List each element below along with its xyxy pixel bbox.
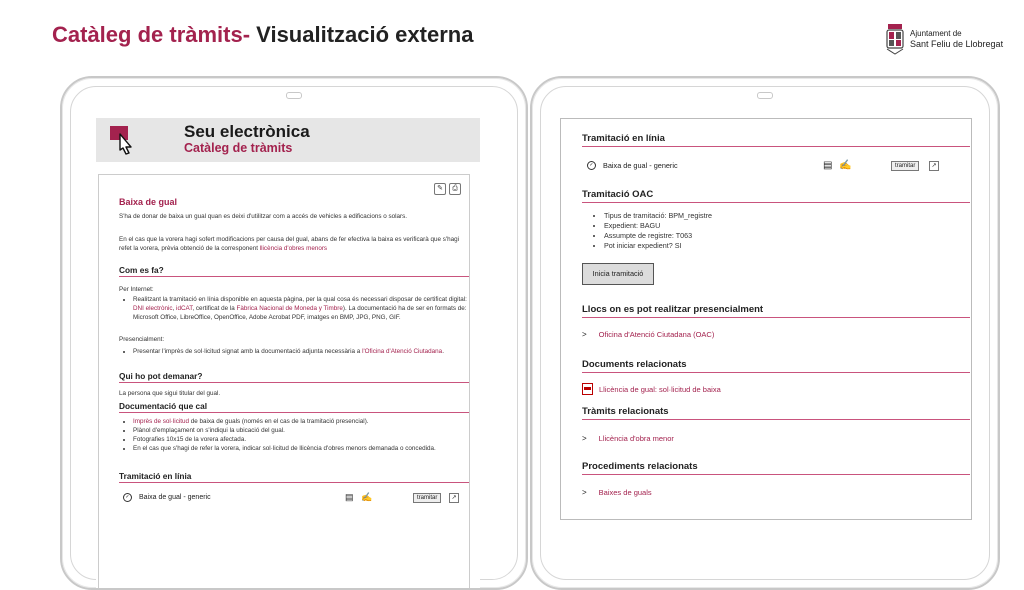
hand-pointer-icon — [108, 124, 142, 158]
impres-link[interactable]: Imprès de sol·licitud — [133, 418, 189, 425]
check-circle-icon: ✓ — [123, 493, 132, 502]
doc-item — [133, 444, 469, 453]
procediments-row — [582, 488, 652, 497]
slide-title-part1: Catàleg de tràmits- — [52, 22, 251, 47]
form-icon: ▤ — [345, 492, 354, 502]
doc-item-text: En el cas que s'hagi de refer la vorera, indicar sol·licitud de llicència d'obres menors demanada o concedida. — [133, 445, 436, 452]
seal-icon — [884, 22, 906, 56]
proc-row — [587, 161, 957, 170]
doc-item-text: Plànol d'emplaçament on s'indiqui la ubicació del gual. — [133, 427, 285, 434]
section-documents: Documents relacionats — [582, 359, 970, 373]
internet-list — [119, 295, 469, 322]
doc-item — [133, 417, 469, 426]
print-icon[interactable]: ⎙ — [449, 183, 461, 195]
section-documentacio: Documentació que cal — [119, 401, 469, 413]
proc-row — [123, 493, 463, 502]
oac-item: • Tipus de tramitació: BPM_registre — [604, 211, 712, 221]
doc-item-text: de baixa de guals (només en el cas de la tramitació presencial). — [189, 418, 369, 425]
presencial-suffix: . — [442, 348, 444, 355]
doc-item — [133, 426, 469, 435]
intro-paragraph-1: S'ha de donar de baixa un gual quan es deixi d'utilitzar com a accés de vehicles a edificacions o solars. — [119, 213, 408, 220]
pdf-icon — [582, 383, 593, 395]
presencial-text: Presentar l'imprès de sol·licitud signat amb la documentació adjunta necessària a — [133, 348, 363, 355]
idcat-link[interactable]: idCAT — [176, 305, 193, 312]
proc-name: Baixa de gual - generic — [603, 161, 678, 170]
signature-icon: ✍ — [361, 492, 373, 502]
doc-list — [119, 417, 469, 453]
page-title: Baixa de gual — [119, 197, 178, 207]
logo-text — [910, 29, 1003, 49]
proc-name: Baixa de gual - generic — [139, 494, 211, 501]
presencial-item — [133, 347, 469, 356]
dni-link[interactable]: DNI electrònic — [133, 305, 173, 312]
section-llocs: Llocs on es pot realitzar presencialment — [582, 304, 970, 318]
qui-text: La persona que sigui titular del gual. — [119, 390, 221, 397]
arrow-right-icon: > — [582, 488, 587, 497]
internet-text-b: , certificat de la — [192, 305, 237, 312]
arrow-right-icon: > — [582, 330, 587, 339]
tramitar-button[interactable]: tramitar — [413, 493, 441, 503]
section-com-es-fa: Com es fa? — [119, 265, 469, 277]
oac-item: • Expedient: BAGU — [604, 221, 712, 231]
form-icon: ▤ — [823, 160, 833, 171]
seu-header — [96, 118, 480, 162]
logo-line2: Sant Feliu de Llobregat — [910, 39, 1004, 49]
internet-text-c: ). La documentació ha de ser en formats de: Microsoft Office, LibreOffice, OpenOffice, Adobe Acrobat PDF, imatges en BMP, JPG, PNG, GIF. — [133, 305, 467, 321]
page-tools — [434, 183, 461, 195]
signature-icon: ✍ — [839, 160, 852, 171]
oac-list — [582, 211, 712, 251]
baixes-guals-link[interactable]: Baixes de guals — [598, 488, 652, 497]
slide-title-part2: Visualització externa — [250, 22, 474, 47]
llicencia-link[interactable]: llicència d'obres menor — [259, 245, 324, 252]
presencial-list — [119, 347, 469, 356]
ajuntament-logo — [884, 22, 1003, 56]
tramits-row — [582, 434, 674, 443]
oac-item: • Pot iniciar expedient? SI — [604, 241, 712, 251]
tablet-left — [60, 76, 528, 590]
presencialment-label: Presencialment: — [119, 336, 165, 343]
obra-menor-link[interactable]: Llicència d'obra menor — [598, 434, 674, 443]
fnmt-link[interactable]: Fàbrica Nacional de Moneda y Timbre — [236, 305, 343, 312]
arrow-right-icon: > — [582, 434, 587, 443]
tablet-right-screen — [560, 118, 972, 520]
doc-item — [133, 435, 469, 444]
oac-item: • Assumpte de registre: T063 — [604, 231, 712, 241]
section-tramits: Tràmits relacionats — [582, 406, 970, 420]
seu-title: Seu electrònica — [184, 122, 310, 141]
tablet-camera — [286, 92, 302, 99]
external-icon[interactable]: ↗ — [449, 493, 459, 503]
internet-text-a: Realitzant la tramitació en línia disponible en aquesta pàgina, per la qual cosa és necessari disposar de certificat digital: — [133, 296, 467, 303]
slide-title — [52, 22, 473, 48]
doc-item-text: Fotografies 10x15 de la vorera afectada. — [133, 436, 247, 443]
external-icon[interactable]: ↗ — [929, 161, 939, 171]
section-tramitacio: Tramitació en línia — [119, 471, 469, 483]
edit-icon[interactable]: ✎ — [434, 183, 446, 195]
per-internet-label: Per Internet: — [119, 286, 154, 293]
oac-office-link[interactable]: Oficina d'Atenció Ciutadana (OAC) — [598, 330, 715, 339]
logo-line1: Ajuntament de — [910, 29, 962, 38]
docs-row — [582, 383, 721, 395]
content-box — [98, 174, 470, 588]
oac-link[interactable]: l'Oficina d'Atenció Ciutadana — [362, 348, 443, 355]
intro-paragraph-2 — [119, 235, 469, 253]
tablet-camera — [757, 92, 773, 99]
internet-sep: , — [172, 305, 177, 312]
section-tramitacio-en-linia: Tramitació en línia — [582, 133, 970, 147]
section-tramitacio-oac: Tramitació OAC — [582, 189, 970, 203]
tramitar-button[interactable]: tramitar — [891, 161, 919, 171]
section-procediments: Procediments relacionats — [582, 461, 970, 475]
seu-subtitle: Catàleg de tràmits — [184, 141, 293, 155]
intro2-text: En el cas que la vorera hagi sofert modificacions per causa del gual, abans de fer efectiva la baixa es verificarà que s'hagi refet la vorera, prèvia obtenció de la corresponent — [119, 236, 460, 252]
inicia-tramitacio-button[interactable]: Inicia tramitació — [582, 263, 654, 285]
llicencia-gual-link[interactable]: Llicència de gual: sol·licitud de baixa — [599, 384, 721, 394]
section-qui-ho-pot: Qui ho pot demanar? — [119, 371, 469, 383]
intro2-suffix: s — [323, 245, 328, 252]
tablet-left-screen — [96, 118, 480, 588]
tablet-right — [530, 76, 1000, 590]
llocs-row — [582, 330, 714, 339]
check-circle-icon: ✓ — [587, 161, 596, 170]
internet-item — [133, 295, 469, 322]
